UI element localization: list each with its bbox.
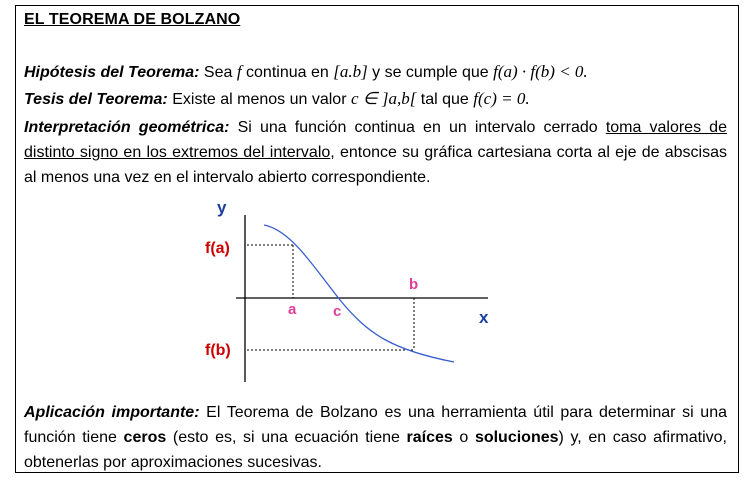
aplicacion-paragraph bbox=[24, 400, 727, 475]
aplicacion-label: Aplicación importante: bbox=[24, 404, 200, 421]
interpretacion-text2: , entonce su gráfica cartesiana corta al eje de abscisas al menos una vez en el intervalo abierto correspondiente. bbox=[24, 144, 727, 186]
tesis-c-in: c ∈ ]a,b[ bbox=[350, 89, 417, 108]
tesis-label: Tesis del Teorema: bbox=[24, 91, 168, 108]
aplicacion-text1: El Teorema de Bolzano es una herramienta útil para determinar si una función tiene bbox=[24, 404, 727, 446]
c-point-label: c bbox=[333, 303, 342, 320]
page-title: EL TEOREMA DE BOLZANO bbox=[24, 11, 241, 28]
hipotesis-label: Hipótesis del Teorema: bbox=[24, 64, 200, 81]
a-point-label: a bbox=[288, 301, 297, 318]
fa-label: f(a) bbox=[205, 240, 230, 257]
fb-label: f(b) bbox=[205, 342, 231, 359]
tesis-text1: Existe al menos un valor bbox=[172, 91, 347, 108]
b-point-label: b bbox=[409, 276, 419, 293]
aplicacion-raices: raíces bbox=[406, 429, 453, 446]
interpretacion-label: Interpretación geométrica: bbox=[24, 119, 230, 136]
hipotesis-f: f bbox=[236, 62, 242, 81]
hipotesis-interval: [a.b] bbox=[333, 62, 368, 81]
aplicacion-soluciones: soluciones bbox=[474, 429, 559, 446]
x-axis-label: x bbox=[479, 308, 489, 327]
hipotesis-text1: Sea bbox=[203, 64, 233, 81]
aplicacion-ceros: ceros bbox=[123, 429, 167, 446]
aplicacion-text3: o bbox=[459, 429, 469, 446]
aplicacion-text2: (esto es, si una ecuación tiene bbox=[172, 429, 400, 446]
hipotesis-text2: continua en bbox=[246, 64, 329, 81]
interpretacion-underlined: toma valores de distinto signo en los extremos del intervalo bbox=[24, 119, 727, 161]
tesis-formula: f(c) = 0. bbox=[473, 89, 530, 108]
tesis-text2: tal que bbox=[420, 91, 469, 108]
interpretacion-text1: Si una función continua en un intervalo cerrado bbox=[237, 119, 598, 136]
hipotesis-formula: f(a) · f(b) < 0. bbox=[493, 62, 588, 81]
y-axis-label: y bbox=[217, 198, 227, 217]
hipotesis-text3: y se cumple que bbox=[372, 64, 489, 81]
aplicacion-text4: ) y, en caso afirmativo, obtenerlas por aproximaciones sucesivas. bbox=[24, 429, 727, 471]
